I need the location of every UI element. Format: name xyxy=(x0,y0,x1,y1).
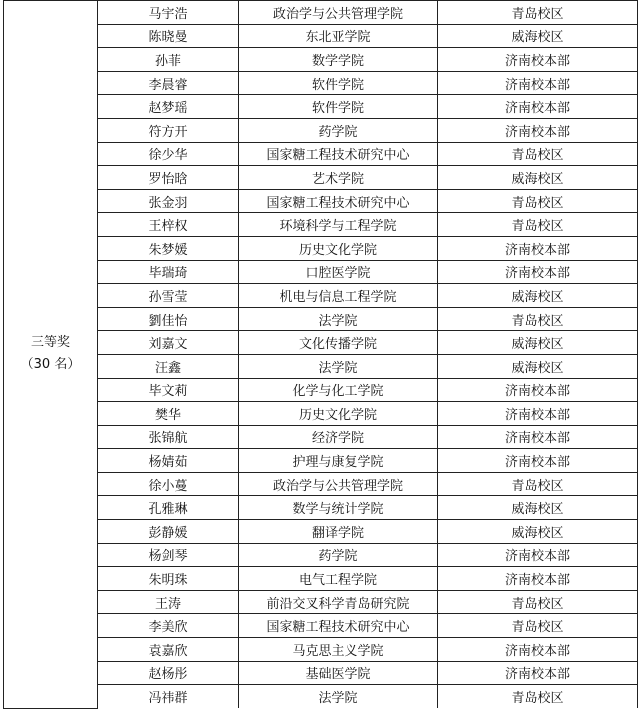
table-row xyxy=(4,472,638,496)
winner-campus: 威海校区 xyxy=(438,24,638,48)
winner-college: 药学院 xyxy=(239,543,438,567)
winner-college: 政治学与公共管理学院 xyxy=(239,1,438,25)
table-row xyxy=(4,213,638,237)
table-row xyxy=(4,402,638,426)
winner-college: 基础医学院 xyxy=(239,661,438,685)
winner-name: 汪鑫 xyxy=(98,354,239,378)
winner-college: 经济学院 xyxy=(239,425,438,449)
winner-campus: 济南校本部 xyxy=(438,543,638,567)
table-row xyxy=(4,590,638,614)
winner-college: 政治学与公共管理学院 xyxy=(239,472,438,496)
winner-name: 杨剑琴 xyxy=(98,543,239,567)
table-row xyxy=(4,71,638,95)
winner-college: 环境科学与工程学院 xyxy=(239,213,438,237)
table-row xyxy=(4,520,638,544)
table-row xyxy=(4,236,638,260)
award-table-body xyxy=(4,1,638,709)
winner-college: 药学院 xyxy=(239,118,438,142)
winner-campus: 济南校本部 xyxy=(438,95,638,119)
winner-campus: 威海校区 xyxy=(438,284,638,308)
winner-name: 刘嘉文 xyxy=(98,331,239,355)
winner-campus: 青岛校区 xyxy=(438,307,638,331)
winner-college: 国家糖工程技术研究中心 xyxy=(239,614,438,638)
winner-college: 东北亚学院 xyxy=(239,24,438,48)
winner-college: 数学与统计学院 xyxy=(239,496,438,520)
winner-name: 李美欣 xyxy=(98,614,239,638)
winner-campus: 青岛校区 xyxy=(438,189,638,213)
award-level: 三等奖 xyxy=(30,335,70,351)
winner-campus: 威海校区 xyxy=(438,354,638,378)
table-row xyxy=(4,638,638,662)
winner-college: 法学院 xyxy=(239,685,438,709)
winner-campus: 威海校区 xyxy=(438,331,638,355)
winner-campus: 济南校本部 xyxy=(438,567,638,591)
winner-college: 护理与康复学院 xyxy=(239,449,438,473)
winner-campus: 威海校区 xyxy=(438,166,638,190)
winner-name: 王涛 xyxy=(98,590,239,614)
table-row xyxy=(4,543,638,567)
winner-name: 赵杨彤 xyxy=(98,661,239,685)
winner-name: 赵梦瑶 xyxy=(98,95,239,119)
table-row xyxy=(4,661,638,685)
winner-campus: 济南校本部 xyxy=(438,402,638,426)
table-row xyxy=(4,95,638,119)
winner-campus: 济南校本部 xyxy=(438,449,638,473)
winner-college: 机电与信息工程学院 xyxy=(239,284,438,308)
winner-college: 马克思主义学院 xyxy=(239,638,438,662)
winner-name: 毕瑞琦 xyxy=(98,260,239,284)
winner-college: 前沿交叉科学青岛研究院 xyxy=(239,590,438,614)
winner-name: 孙雪莹 xyxy=(98,284,239,308)
table-row xyxy=(4,48,638,72)
award-table xyxy=(3,0,638,709)
award-count: （30 名） xyxy=(20,357,81,373)
winner-name: 张金羽 xyxy=(98,189,239,213)
winner-college: 口腔医学院 xyxy=(239,260,438,284)
winner-college: 国家糖工程技术研究中心 xyxy=(239,189,438,213)
winner-campus: 青岛校区 xyxy=(438,142,638,166)
table-row xyxy=(4,331,638,355)
winner-name: 冯祎群 xyxy=(98,685,239,709)
winner-name: 徐小蔓 xyxy=(98,472,239,496)
winner-campus: 青岛校区 xyxy=(438,590,638,614)
winner-college: 软件学院 xyxy=(239,95,438,119)
winner-campus: 济南校本部 xyxy=(438,48,638,72)
table-row xyxy=(4,449,638,473)
table-row xyxy=(4,567,638,591)
winner-name: 袁嘉欣 xyxy=(98,638,239,662)
winner-college: 翻译学院 xyxy=(239,520,438,544)
winner-name: 马宇浩 xyxy=(98,1,239,25)
table-row xyxy=(4,284,638,308)
winner-campus: 威海校区 xyxy=(438,520,638,544)
winner-name: 劉佳怡 xyxy=(98,307,239,331)
winner-name: 张锦航 xyxy=(98,425,239,449)
table-row xyxy=(4,118,638,142)
winner-college: 文化传播学院 xyxy=(239,331,438,355)
table-row xyxy=(4,166,638,190)
winner-campus: 济南校本部 xyxy=(438,661,638,685)
winner-campus: 济南校本部 xyxy=(438,71,638,95)
winner-campus: 青岛校区 xyxy=(438,472,638,496)
winner-name: 李晨睿 xyxy=(98,71,239,95)
table-row xyxy=(4,614,638,638)
winner-name: 符方开 xyxy=(98,118,239,142)
winner-name: 杨婧茹 xyxy=(98,449,239,473)
winner-name: 罗怡晗 xyxy=(98,166,239,190)
winner-college: 电气工程学院 xyxy=(239,567,438,591)
table-row xyxy=(4,1,638,25)
table-row xyxy=(4,425,638,449)
table-row xyxy=(4,260,638,284)
winner-campus: 济南校本部 xyxy=(438,425,638,449)
table-row xyxy=(4,378,638,402)
winner-name: 彭静媛 xyxy=(98,520,239,544)
winner-college: 法学院 xyxy=(239,354,438,378)
winner-college: 国家糖工程技术研究中心 xyxy=(239,142,438,166)
winner-college: 历史文化学院 xyxy=(239,402,438,426)
winner-campus: 青岛校区 xyxy=(438,1,638,25)
award-level-cell xyxy=(4,1,98,709)
winner-campus: 济南校本部 xyxy=(438,236,638,260)
winner-campus: 济南校本部 xyxy=(438,118,638,142)
winner-campus: 青岛校区 xyxy=(438,685,638,709)
winner-campus: 济南校本部 xyxy=(438,638,638,662)
winner-name: 毕文莉 xyxy=(98,378,239,402)
table-row xyxy=(4,685,638,709)
winner-name: 王梓权 xyxy=(98,213,239,237)
winner-campus: 济南校本部 xyxy=(438,378,638,402)
winner-campus: 威海校区 xyxy=(438,496,638,520)
table-row xyxy=(4,24,638,48)
winner-name: 孔雅琳 xyxy=(98,496,239,520)
winner-college: 化学与化工学院 xyxy=(239,378,438,402)
winner-college: 数学学院 xyxy=(239,48,438,72)
winner-college: 历史文化学院 xyxy=(239,236,438,260)
winner-name: 徐少华 xyxy=(98,142,239,166)
winner-name: 陈晓曼 xyxy=(98,24,239,48)
table-row xyxy=(4,189,638,213)
table-row xyxy=(4,142,638,166)
table-row xyxy=(4,307,638,331)
winner-campus: 青岛校区 xyxy=(438,614,638,638)
winner-name: 樊华 xyxy=(98,402,239,426)
winner-college: 艺术学院 xyxy=(239,166,438,190)
winner-name: 孙菲 xyxy=(98,48,239,72)
winner-college: 软件学院 xyxy=(239,71,438,95)
table-row xyxy=(4,496,638,520)
winner-name: 朱梦媛 xyxy=(98,236,239,260)
winner-campus: 济南校本部 xyxy=(438,260,638,284)
winner-campus: 青岛校区 xyxy=(438,213,638,237)
table-row xyxy=(4,354,638,378)
winner-college: 法学院 xyxy=(239,307,438,331)
winner-name: 朱明珠 xyxy=(98,567,239,591)
